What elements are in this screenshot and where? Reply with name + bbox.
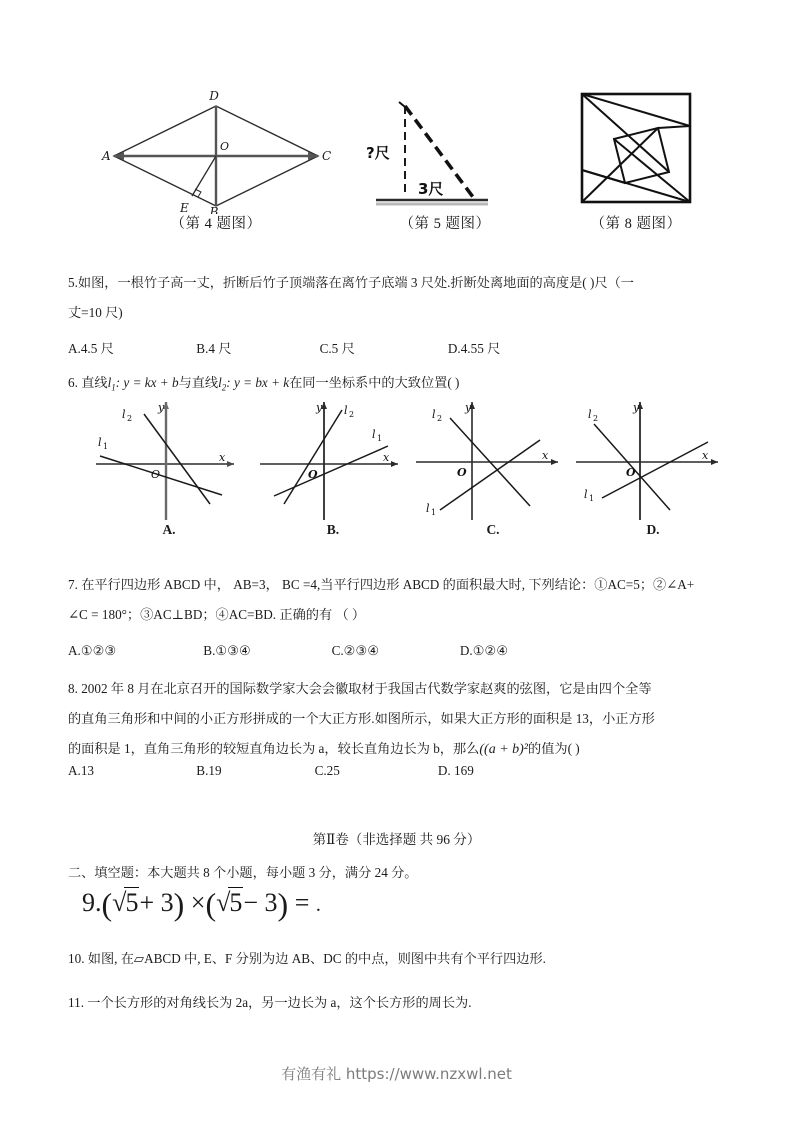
question-7-line-1: 7. 在平行四边形 ABCD 中， AB=3， BC =4,当平行四边形 ABCD 的面积最大时, 下列结论：①AC=5；②∠A+ xyxy=(68,577,695,592)
q9-radicand-2: 5 xyxy=(229,888,243,917)
question-7-options xyxy=(68,643,508,659)
q6-label-b: B. xyxy=(326,522,340,537)
question-5-options xyxy=(68,338,500,357)
q8-formula: ((a + b)² xyxy=(479,742,529,757)
q6-mid: 与直线 xyxy=(178,375,219,390)
svg-text:2: 2 xyxy=(437,414,443,423)
q6-l2-sub: 2 xyxy=(221,382,227,393)
figure-5-triangle xyxy=(360,84,530,232)
svg-text:x: x xyxy=(219,451,226,464)
q9-close-paren-1: ) xyxy=(173,886,185,922)
svg-text:?尺: ?尺 xyxy=(366,144,390,162)
q8-option-d[interactable]: D. 169 xyxy=(437,763,474,778)
question-8-options xyxy=(68,763,474,779)
svg-text:O: O xyxy=(457,466,467,479)
figure-8-svg xyxy=(546,84,726,214)
q6-suffix: 在同一坐标系中的大致位置( ) xyxy=(289,375,460,390)
svg-text:l: l xyxy=(426,502,430,515)
q6-graph-a[interactable] xyxy=(88,396,250,537)
svg-text:y: y xyxy=(633,401,640,414)
q6-graph-d[interactable] xyxy=(572,396,734,537)
question-7-text xyxy=(68,570,768,630)
question-8-line-1: 8. 2002 年 8 月在北京召开的国际数学家大会会徽取材于我国古代数学家赵爽的弦图，它是由四个全等 xyxy=(68,681,652,696)
q6-label-a: A. xyxy=(162,522,176,537)
svg-text:l: l xyxy=(432,408,436,421)
svg-text:l: l xyxy=(588,408,592,421)
svg-text:l: l xyxy=(98,436,102,449)
figure-8-caption: （第 8 题图） xyxy=(590,216,682,232)
q7-option-b[interactable]: B.①③④ xyxy=(203,643,251,658)
question-9-formula xyxy=(82,886,321,923)
q8-option-c[interactable]: C.25 xyxy=(314,763,340,778)
svg-text:l: l xyxy=(344,404,348,417)
svg-text:D: D xyxy=(209,89,219,103)
q9-open-paren-1: ( xyxy=(101,886,113,922)
svg-text:O: O xyxy=(626,466,636,479)
figure-4-caption: （第 4 题图） xyxy=(170,216,262,232)
q9-equals: = xyxy=(294,888,310,917)
question-5-text xyxy=(68,268,748,328)
section-2-instruction: 二、填空题：本大题共 8 个小题，每小题 3 分，满分 24 分。 xyxy=(68,865,418,880)
q9-radicand-1: 5 xyxy=(125,888,139,917)
svg-text:1: 1 xyxy=(377,434,383,443)
q9-minus-3: − 3 xyxy=(243,888,278,917)
question-5-line-2: 丈=10 尺) xyxy=(68,305,123,320)
q6-l2: l xyxy=(218,375,222,390)
q6-prefix: 6. 直线 xyxy=(68,375,108,390)
svg-text:l: l xyxy=(372,428,376,441)
q9-number: 9. xyxy=(82,888,102,917)
q6-l1-sub: 1 xyxy=(111,382,116,393)
svg-text:2: 2 xyxy=(127,414,133,423)
svg-text:x: x xyxy=(383,451,390,464)
q6-graph-c[interactable] xyxy=(412,396,574,537)
q9-times: × xyxy=(190,888,206,917)
q5-option-d[interactable]: D.4.55 尺 xyxy=(447,341,501,356)
q5-option-a[interactable]: A.4.5 尺 xyxy=(68,341,114,356)
q6-label-d: D. xyxy=(646,522,660,537)
svg-text:1: 1 xyxy=(431,508,437,517)
figure-5-caption: （第 5 题图） xyxy=(399,216,491,232)
question-11-text: 11. 一个长方形的对角线长为 2a，另一边长为 a，这个长方形的周长为. xyxy=(68,995,472,1010)
svg-text:A: A xyxy=(102,149,111,163)
svg-text:l: l xyxy=(122,408,126,421)
q6-graph-a-svg xyxy=(88,396,250,526)
q8-option-b[interactable]: B.19 xyxy=(196,763,222,778)
section-2-header: 第Ⅱ卷（非选择题 共 96 分） xyxy=(312,832,481,847)
q9-plus-3: + 3 xyxy=(139,888,174,917)
figure-4-svg xyxy=(96,84,336,214)
q9-radical-2: √ xyxy=(216,888,231,917)
question-8-line-3 xyxy=(68,734,768,765)
svg-text:O: O xyxy=(220,140,230,153)
question-10-text: 10. 如图, 在▱ABCD 中, E、F 分别为边 AB、DC 的中点，则图中共有个平行四边形. xyxy=(68,951,546,966)
q9-open-paren-2: ( xyxy=(205,886,217,922)
footer-brand: 有渔有礼 xyxy=(281,1065,342,1083)
figure-5-svg xyxy=(360,84,530,214)
figure-4-rhombus xyxy=(96,84,336,232)
q6-l1-body: : y = kx + b xyxy=(115,375,179,390)
footer-watermark xyxy=(0,1063,793,1084)
q8-line3-a: 的面积是 1，直角三角形的较短直角边长为 a，较长直角边长为 b，那么 xyxy=(68,741,480,756)
question-5-line-1: 5.如图，一根竹子高一丈，折断后竹子顶端落在离竹子底端 3 尺处.折断处离地面的高度是( )尺（一 xyxy=(68,275,634,290)
q6-graph-c-svg xyxy=(412,396,574,526)
figure-8-xuantu xyxy=(546,84,726,232)
svg-text:y: y xyxy=(316,401,323,414)
svg-text:1: 1 xyxy=(103,442,109,451)
q6-label-c: C. xyxy=(486,522,500,537)
q8-line3-b: 的值为( ) xyxy=(528,741,580,756)
q9-radical-1: √ xyxy=(112,888,127,917)
svg-text:E: E xyxy=(180,201,189,214)
svg-text:O: O xyxy=(308,468,318,481)
svg-text:x: x xyxy=(702,449,709,462)
svg-text:l: l xyxy=(584,488,588,501)
svg-text:C: C xyxy=(322,149,332,163)
q6-graph-d-svg xyxy=(572,396,734,526)
svg-text:2: 2 xyxy=(593,414,599,423)
figures-row xyxy=(0,84,793,254)
footer-url[interactable]: https://www.nzxwl.net xyxy=(345,1065,512,1083)
q6-l1: l xyxy=(107,375,112,390)
svg-text:2: 2 xyxy=(349,410,355,419)
svg-text:y: y xyxy=(465,401,472,414)
q8-option-a[interactable]: A.13 xyxy=(68,763,95,778)
q9-close-paren-2: ) xyxy=(277,886,289,922)
q5-option-b[interactable]: B.4 尺 xyxy=(196,341,232,356)
q7-option-a[interactable]: A.①②③ xyxy=(68,643,117,658)
q5-option-c[interactable]: C.5 尺 xyxy=(319,341,355,356)
svg-text:3尺: 3尺 xyxy=(418,180,444,198)
question-7-line-2: ∠C = 180°；③AC⊥BD；④AC=BD. 正确的有 （ ） xyxy=(68,607,366,622)
q6-graph-b-svg xyxy=(252,396,414,526)
svg-text:x: x xyxy=(542,449,549,462)
q7-option-d[interactable]: D.①②④ xyxy=(459,643,509,658)
q7-option-c[interactable]: C.②③④ xyxy=(331,643,380,658)
q6-graph-b[interactable] xyxy=(252,396,414,537)
svg-text:1: 1 xyxy=(589,494,595,503)
question-8-line-2: 的直角三角形和中间的小正方形拼成的一个大正方形.如图所示，如果大正方形的面积是 13，小正方形 xyxy=(68,711,655,726)
svg-text:y: y xyxy=(158,401,165,414)
svg-text:O: O xyxy=(151,468,161,481)
svg-text:B: B xyxy=(209,205,219,214)
q9-answer-blank[interactable]: . xyxy=(315,894,321,916)
question-8-text xyxy=(68,674,768,765)
question-6-graphs xyxy=(0,396,793,548)
q6-l2-body: : y = bx + k xyxy=(226,375,290,390)
